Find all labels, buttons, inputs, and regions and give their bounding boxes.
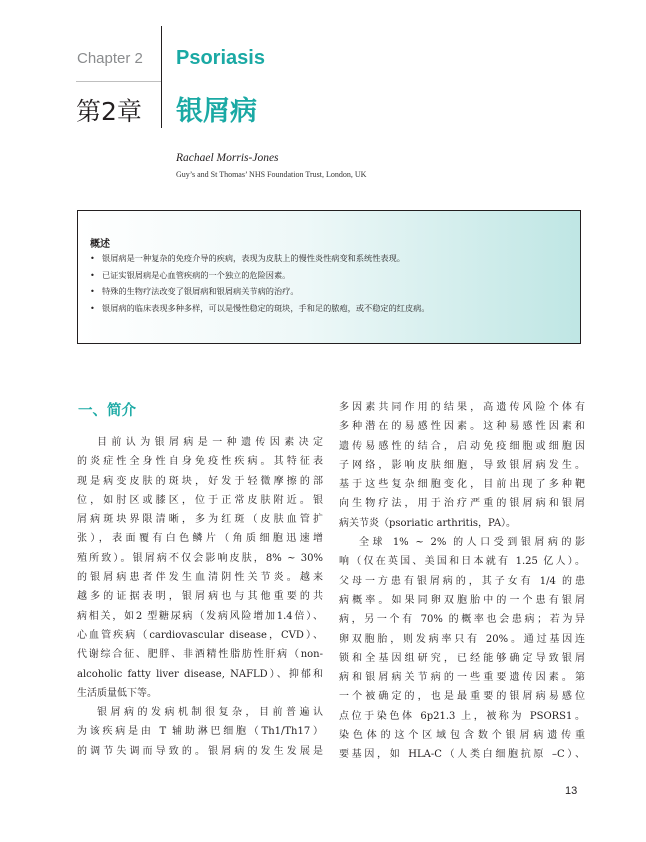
- text-line: 子网络，影响皮肤细胞，导致银屑病发生。: [339, 459, 585, 471]
- text-line: 殖所致）。银屑病不仅会影响皮肤，8% ~ 30%: [77, 552, 323, 564]
- bullet-icon: •: [90, 253, 95, 263]
- body-column-left: [77, 433, 323, 761]
- text-line: 多种潜在的易感性因素。这种易感性因素和: [339, 421, 585, 433]
- text-line: 的调节失调而导致的。银屑病的发生发展是: [77, 745, 323, 757]
- abstract-item: [90, 252, 570, 269]
- text-line: 锁和全基因组研究，已经能够确定导致银屑: [339, 652, 585, 664]
- header-divider-vertical: [161, 26, 162, 128]
- text-line: 遗传易感性的结合，启动免疫细胞或细胞因: [339, 440, 585, 452]
- abstract-item-text: 银屑病的临床表现多种多样，可以是慢性稳定的斑块，手和足的脓疱，或不稳定的红皮病。: [102, 302, 430, 313]
- author-affiliation: Guy’s and St Thomas’ NHS Foundation Trust, London, UK: [176, 170, 367, 179]
- text-line: 的炎症性全身性自身免疫性疾病。其特征表: [77, 456, 323, 468]
- text-line: 屑病斑块界限清晰，多为红斑（皮肤血管扩: [77, 514, 323, 526]
- text-line: 父母一方患有银屑病的，其子女有 1/4 的患: [339, 575, 585, 587]
- text-line: 张），表面覆有白色鳞片（角质细胞迅速增: [77, 533, 323, 545]
- text-line: 生活质量低下等。: [77, 687, 157, 699]
- chapter-title-zh: 银屑病: [176, 96, 257, 127]
- text-line: 代谢综合征、肥胖、非酒精性脂肪性肝病（non-: [77, 649, 323, 661]
- author-name: Rachael Morris-Jones: [176, 152, 279, 164]
- text-line: 点位于染色体 6p21.3 上，被称为 PSORS1。: [339, 710, 585, 722]
- abstract-item: [90, 302, 570, 319]
- abstract-item: [90, 269, 570, 286]
- text-line: 基于这些复杂细胞变化，目前出现了多种靶: [339, 479, 585, 491]
- text-line: 的银屑病患者伴发生血清阴性关节炎。越来: [77, 572, 323, 584]
- text-line: 响（仅在英国、美国和日本就有 1.25 亿人）。: [339, 556, 585, 568]
- bullet-icon: •: [90, 286, 95, 296]
- text-line: 卵双胞胎，则发病率只有 20%。通过基因连: [339, 633, 585, 645]
- abstract-list: [90, 252, 570, 318]
- abstract-item-text: 银屑病是一种复杂的免疫介导的疾病，表现为皮肤上的慢性炎性病变和系统性表现。: [102, 253, 405, 263]
- text-line: 病，另一个有 70% 的概率也会患病；若为异: [339, 614, 585, 626]
- text-line: 病概率。如果同卵双胞胎中的一个患有银屑: [339, 594, 585, 606]
- abstract-title: 概述: [90, 239, 110, 250]
- text-line: 要基因，如 HLA-C（人类白细胞抗原 –C）、: [339, 749, 585, 761]
- text-line: 位，如肘区或膝区，位于正常皮肤附近。银: [77, 494, 323, 506]
- text-line: 心血管疾病（cardiovascular disease，CVD）、: [77, 629, 323, 641]
- chapter-label-en: Chapter 2: [77, 50, 143, 67]
- page-number: 13: [565, 785, 578, 797]
- text-line: 病相关，如2 型糖尿病（发病风险增加1.4倍）、: [77, 610, 323, 622]
- abstract-item-text: 已证实银屑病是心血管疾病的一个独立的危险因素。: [102, 269, 291, 280]
- text-line: 目前认为银屑病是一种遗传因素决定: [97, 437, 323, 448]
- bullet-icon: •: [90, 302, 95, 313]
- chapter-title-en: Psoriasis: [176, 47, 265, 69]
- bullet-icon: •: [90, 269, 95, 280]
- chapter-label-zh: 第2章: [76, 97, 142, 126]
- body-column-right: [339, 398, 585, 765]
- header-divider-horizontal: [76, 81, 161, 82]
- text-line: 向生物疗法，用于治疗严重的银屑病和银屑: [339, 498, 585, 510]
- text-line: 为该疾病是由 T 辅助淋巴细胞（Th1/Th17）: [77, 726, 323, 738]
- text-line: 银屑病的发病机制很复杂，目前普遍认: [97, 707, 323, 719]
- text-line: 现是病变皮肤的斑块，好发于轻微摩擦的部: [77, 475, 323, 487]
- text-line: 染色体的这个区域包含数个银屑病遗传重: [339, 730, 585, 742]
- text-line: 一个被确定的，也是最重要的银屑病易感位: [339, 691, 585, 703]
- text-line: 越多的证据表明，银屑病也与其他重要的共: [77, 591, 323, 603]
- text-line: 病关节炎（psoriatic arthritis，PA）。: [339, 517, 517, 529]
- abstract-item: [90, 285, 570, 302]
- text-line: 全球 1% ~ 2% 的人口受到银屑病的影: [359, 537, 585, 549]
- text-line: 多因素共同作用的结果，高遗传风险个体有: [339, 402, 585, 413]
- abstract-item-text: 特殊的生物疗法改变了银屑病和银屑病关节病的治疗。: [102, 286, 299, 296]
- text-line: 病和银屑病关节病的一些重要遗传因素。第: [339, 672, 585, 684]
- section-title: 一、简介: [78, 403, 136, 419]
- text-line: alcoholic fatty liver disease, NAFLD）、抑郁和: [77, 668, 323, 680]
